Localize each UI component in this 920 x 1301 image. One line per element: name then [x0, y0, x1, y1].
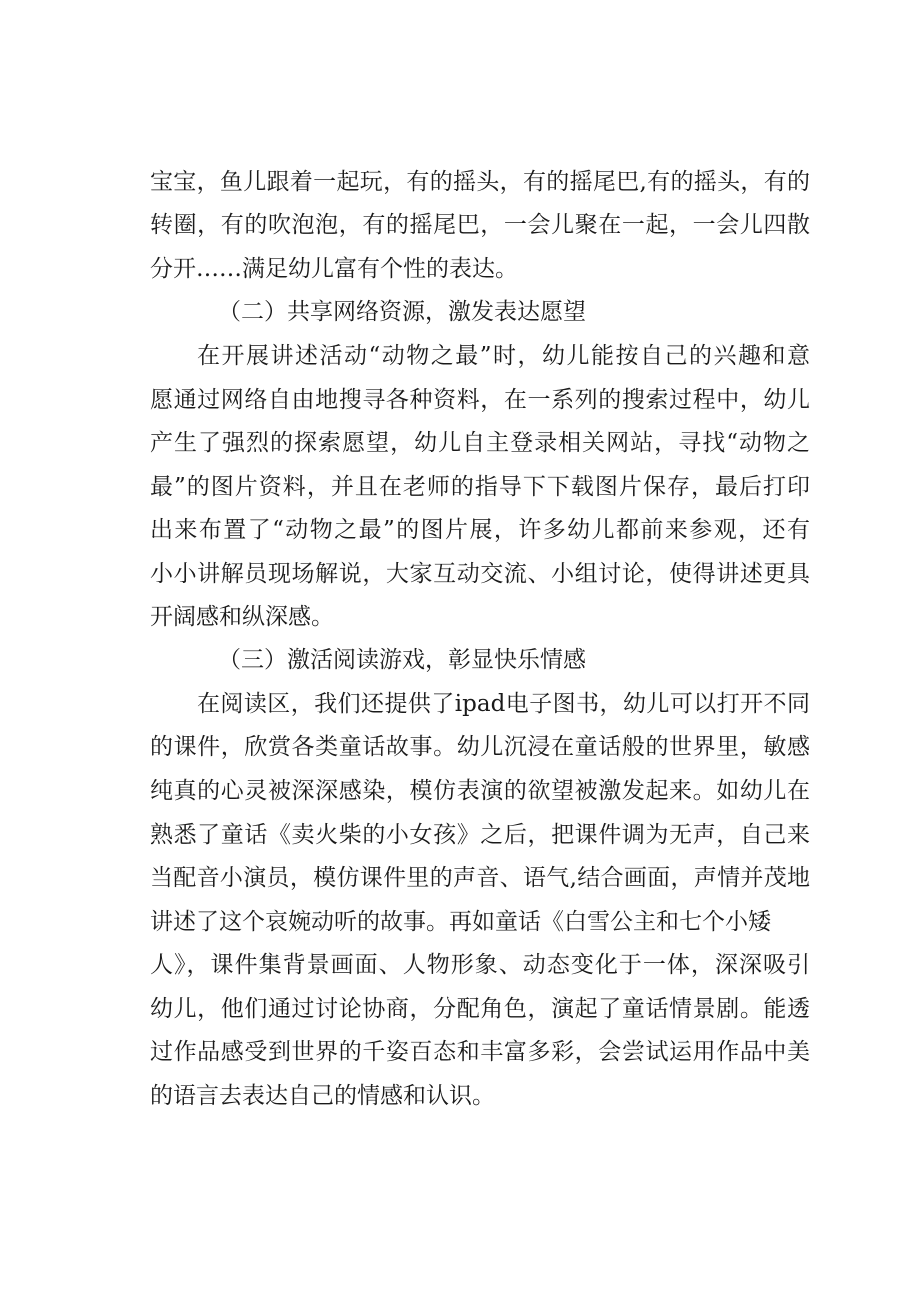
text-line: 愿通过网络自由地搜寻各种资料，在一系列的搜索过程中，幼儿	[150, 387, 810, 413]
text-line: 熟悉了童话《卖火柴的小女孩》之后，把课件调为无声，自己来	[150, 822, 810, 848]
text-line: 转圈，有的吹泡泡，有的摇尾巴，一会儿聚在一起，一会儿四散	[150, 212, 810, 238]
text-line: 出来布置了“动物之最”的图片展，许多幼儿都前来参观，还有	[150, 517, 810, 543]
text-line: 当配音小演员，模仿课件里的声音、语气,结合画面，声情并茂地	[150, 865, 810, 891]
text-line: 幼儿，他们通过讨论协商，分配角色，演起了童话情景剧。能透	[150, 996, 810, 1022]
text-line: 宝宝，鱼儿跟着一起玩，有的摇头，有的摇尾巴,有的摇头，有的	[150, 169, 810, 195]
text-line: 产生了强烈的探索愿望，幼儿自主登录相关网站，寻找“动物之	[150, 430, 810, 456]
text-line: 开阔感和纵深感。	[150, 604, 334, 630]
text-line: 人》，课件集背景画面、人物形象、动态变化于一体，深深吸引	[150, 952, 810, 978]
section-heading-2: （二）共享网络资源，激发表达愿望	[218, 299, 586, 325]
text-line: 讲述了这个哀婉动听的故事。再如童话《白雪公主和七个小矮	[150, 909, 771, 935]
text-line: 纯真的心灵被深深感染，模仿表演的欲望被激发起来。如幼儿在	[150, 778, 810, 804]
text-line: 在开展讲述活动“动物之最”时，幼儿能按自己的兴趣和意	[197, 343, 810, 369]
section-heading-3: （三）激活阅读游戏，彰显快乐情感	[218, 647, 586, 673]
text-line: 在阅读区，我们还提供了ipad电子图书，幼儿可以打开不同	[197, 691, 810, 717]
text-line: 小小讲解员现场解说，大家互动交流、小组讨论，使得讲述更具	[150, 561, 810, 587]
text-line: 过作品感受到世界的千姿百态和丰富多彩，会尝试运用作品中美	[150, 1039, 810, 1065]
text-line: 分开……满足幼儿富有个性的表达。	[150, 256, 518, 282]
text-line: 的语言去表达自己的情感和认识。	[150, 1083, 495, 1109]
text-line: 的课件，欣赏各类童话故事。幼儿沉浸在童话般的世界里，敏感	[150, 734, 810, 760]
text-line: 最”的图片资料，并且在老师的指导下下载图片保存，最后打印	[150, 474, 810, 500]
